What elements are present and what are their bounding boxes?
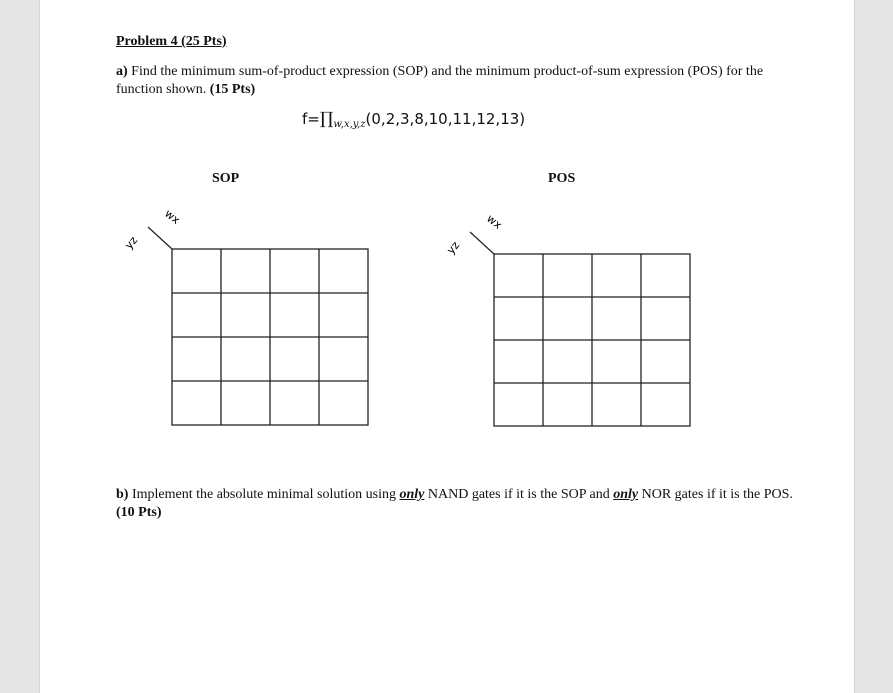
sop-kmap-row-var: yz xyxy=(122,233,141,252)
part-b-label: b) xyxy=(116,487,129,502)
part-b-paragraph xyxy=(116,486,806,522)
problem-title: Problem 4 (25 Pts) xyxy=(116,34,227,49)
part-b-text-2: NAND gates if it is the SOP and xyxy=(427,487,610,502)
part-b-text-3: NOR gates if it is the POS. xyxy=(641,487,793,502)
part-b-only-1: only xyxy=(399,487,425,502)
part-a-text: Find the minimum sum-of-product expression (SOP) and the minimum product-of-sum expression (POS) for the function shown. xyxy=(116,64,764,97)
sop-kmap-grid xyxy=(172,249,368,425)
pos-kmap-col-var: wx xyxy=(484,212,505,232)
formula-terms: (0,2,3,8,10,11,12,13) xyxy=(365,110,526,128)
sop-kmap-diagonal xyxy=(148,227,172,249)
pos-label: POS xyxy=(548,171,576,186)
sop-kmap xyxy=(120,205,380,435)
pos-kmap-row-var: yz xyxy=(444,238,463,257)
pos-kmap-grid xyxy=(494,254,690,426)
formula-lhs: f= xyxy=(302,110,320,128)
part-a-points: (15 Pts) xyxy=(209,82,256,97)
sop-kmap-col-var: wx xyxy=(162,207,183,227)
part-a-paragraph xyxy=(116,63,806,99)
part-b-only-2: only xyxy=(613,487,639,502)
document-page xyxy=(39,0,855,693)
part-b-points: (10 Pts) xyxy=(116,505,162,520)
pos-kmap-diagonal xyxy=(470,232,494,254)
sop-label: SOP xyxy=(212,171,240,186)
formula-subscript: w,x,y,z xyxy=(333,119,366,130)
part-a-label: a) xyxy=(116,64,128,79)
function-formula xyxy=(302,109,525,129)
part-b-text-1: Implement the absolute minimal solution using xyxy=(131,487,396,502)
product-symbol: ∏ xyxy=(319,109,334,129)
pos-kmap xyxy=(442,210,702,440)
